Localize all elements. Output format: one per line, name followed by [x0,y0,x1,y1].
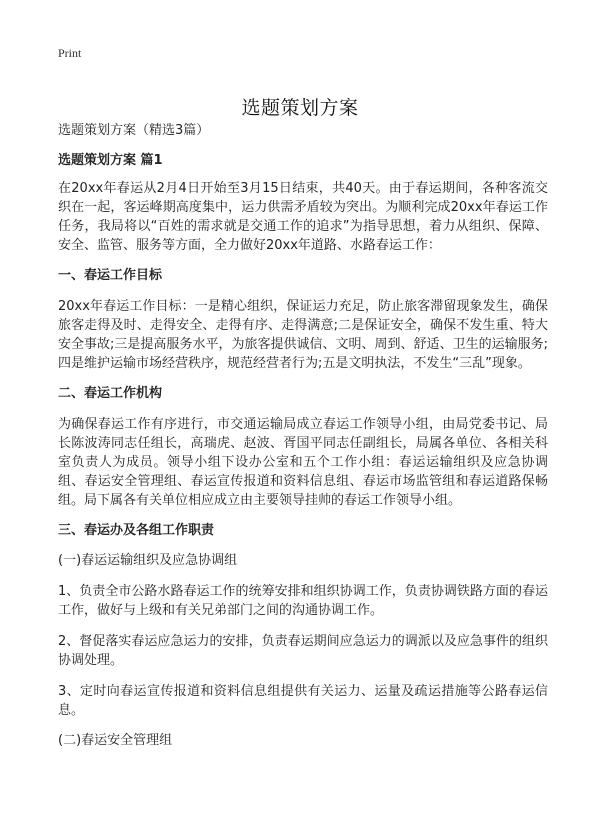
document-body [58,122,548,762]
article-heading: 选题策划方案 篇1 [58,153,163,168]
section-heading-organization: 二、春运工作机构 [58,386,163,401]
page-title: 选题策划方案 [241,96,359,119]
section-heading-goals: 一、春运工作目标 [58,268,163,283]
print-link[interactable]: Print [58,46,82,60]
section-goals-paragraph: 20xx年春运工作目标：一是精心组织，保证运力充足，防止旅客滞留现象发生，确保旅客走得及时、走得安全、走得有序、走得满意;二是保证安全，确保不发生重、特大安全事故;三是提高服务水平，为旅客提供诚信、文明、周到、舒适、卫生的运输服务;四是维护运输市场经营秩序，规范经营者行为;五是文明执法，不发生“三乱”现象。 [58,299,548,371]
document-subtitle: 选题策划方案（精选3篇） [58,123,210,138]
subsection-heading-safety: (二)春运安全管理组 [58,733,173,748]
section-heading-duties: 三、春运办及各组工作职责 [58,523,215,538]
subsection-heading-transport: (一)春运运输组织及应急协调组 [58,553,238,568]
duty-item-3: 3、定时向春运宣传报道和资料信息组提供有关运力、运量及疏运措施等公路春运信息。 [58,684,548,718]
duty-item-2: 2、督促落实春运应急运力的安排，负责春运期间应急运力的调派以及应急事件的组织协调处理。 [58,634,548,668]
duty-item-1: 1、负责全市公路水路春运工作的统筹安排和组织协调工作，负责协调铁路方面的春运工作，做好与上级和有关兄弟部门之间的沟通协调工作。 [58,584,548,618]
intro-paragraph: 在20xx年春运从2月4日开始至3月15日结束，共40天。由于春运期间，各种客流交织在一起，客运峰期高度集中，运力供需矛盾较为突出。为顺利完成20xx年春运工作任务，我局将以“百姓的需求就是交通工作的追求”为指导思想，着力从组织、保障、安全、监管、服务等方面，全力做好20xx年道路、水路春运工作： [58,181,548,253]
section-organization-paragraph: 为确保春运工作有序进行，市交通运输局成立春运工作领导小组，由局党委书记、局长陈波涛同志任组长，高瑞虎、赵波、胥国平同志任副组长，局属各单位、各相关科室负责人为成员。领导小组下设办公室和五个工作小组：春运运输组织及应急协调组、春运安全管理组、春运宣传报道和资料信息组、春运市场监管组和春运道路保畅组。局下属各有关单位相应成立由主要领导挂帅的春运工作领导小组。 [58,417,548,508]
